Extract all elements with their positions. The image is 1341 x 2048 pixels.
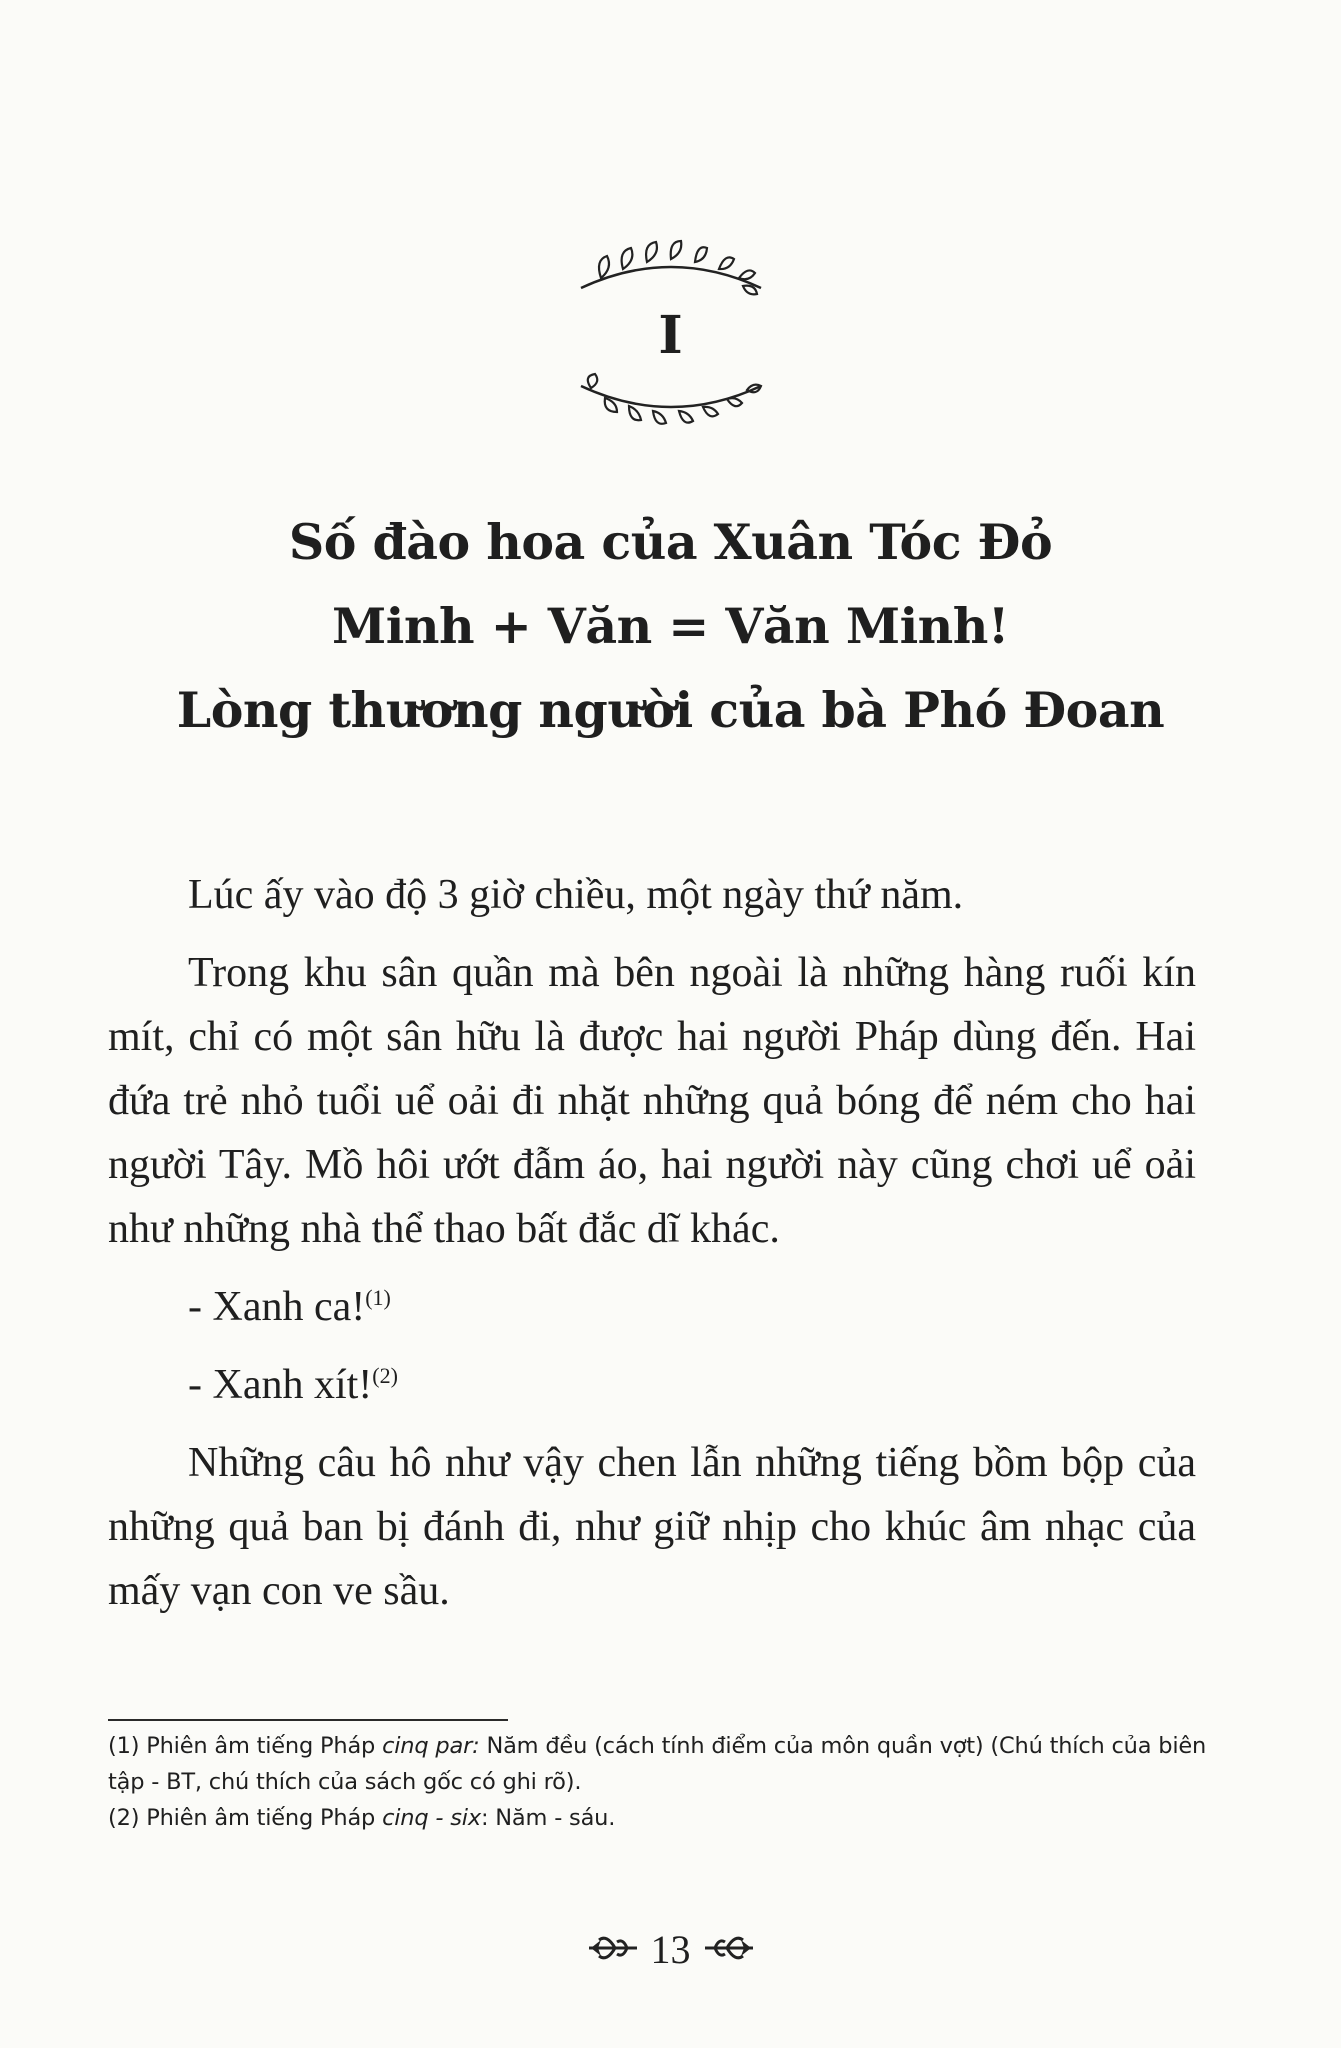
- footnote-2-term: cinq - six: [382, 1805, 481, 1831]
- footnote-divider: [108, 1719, 508, 1721]
- footnotes: [108, 1728, 1208, 1836]
- chapter-title-line-3: Lòng thương người của bà Phó Đoan: [176, 681, 1165, 739]
- paragraph-2: Trong khu sân quần mà bên ngoài là những hàng ruối kín mít, chỉ có một sân hữu là được hai người Pháp dùng đến. Hai đứa trẻ nhỏ tuổi uể oải đi nhặt những quả bóng để ném cho hai người Tây. Mồ hôi ướt đẫm áo, hai người này cũng chơi uể oải như những nhà thể thao bất đắc dĩ khác.: [108, 950, 1196, 1252]
- footnote-ref-1: (1): [365, 1285, 391, 1310]
- footnote-1-prefix: (1) Phiên âm tiếng Pháp: [108, 1733, 383, 1759]
- footnote-1-term: cinq par:: [382, 1733, 480, 1759]
- paragraph-1: Lúc ấy vào độ 3 giờ chiều, một ngày thứ năm.: [188, 872, 964, 918]
- page-ornament-right-icon: [701, 1933, 757, 1968]
- page-ornament-left-icon: [585, 1933, 641, 1968]
- chapter-title-line-2: Minh + Văn = Văn Minh!: [332, 597, 1009, 655]
- footnote-ref-2: (2): [372, 1363, 398, 1388]
- body-text: [108, 863, 1196, 1637]
- laurel-bottom-icon: [571, 368, 771, 438]
- dialog-text-2: - Xanh xít!: [188, 1362, 373, 1408]
- chapter-title-line-1: Số đào hoa của Xuân Tóc Đỏ: [288, 513, 1053, 571]
- dialog-line-2: [108, 1353, 1196, 1417]
- footnote-2-prefix: (2) Phiên âm tiếng Pháp: [108, 1805, 383, 1831]
- laurel-top-icon: [571, 236, 771, 306]
- paragraph-3: Những câu hô như vậy chen lẫn những tiếng bồm bộp của những quả ban bị đánh đi, như giữ nhịp cho khúc âm nhạc của mấy vạn con ve sầu.: [108, 1440, 1196, 1614]
- footnote-2: [108, 1800, 1208, 1836]
- page-number: 13: [650, 1927, 691, 1972]
- footnote-2-text: : Năm - sáu.: [480, 1805, 616, 1831]
- dialog-text-1: - Xanh ca!: [188, 1284, 366, 1330]
- chapter-title: [0, 500, 1341, 752]
- footnote-1: [108, 1728, 1208, 1800]
- footnote-1-text: Năm đều (cách tính điểm của môn quần vợt) (Chú thích của biên tập - BT, chú thích của sách gốc có ghi rõ).: [108, 1733, 1207, 1795]
- dialog-line-1: [108, 1275, 1196, 1339]
- chapter-number: I: [658, 305, 683, 366]
- page-footer: [0, 1925, 1341, 1975]
